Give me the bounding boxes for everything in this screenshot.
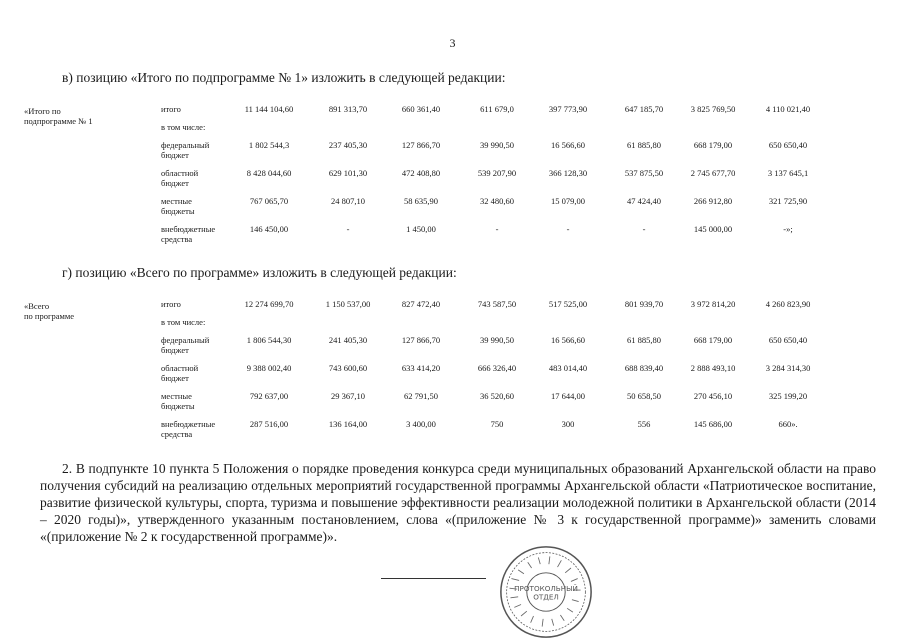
table-cell: -: [642, 224, 646, 234]
table-cell: 611 679,0: [480, 104, 514, 114]
table-cell: 16 566,60: [551, 335, 585, 345]
table-cell: -: [566, 224, 570, 234]
table-cell: 145 000,00: [693, 224, 733, 234]
heading-itogo-subprogram: в) позицию «Итого по подпрограмме № 1» изложить в следующей редакции:: [62, 70, 506, 85]
table-cell: 50 658,50: [627, 391, 661, 401]
table-cell: 556: [637, 419, 651, 429]
table-cell: 633 414,20: [401, 363, 441, 373]
table-cell: 9 388 002,40: [246, 363, 292, 373]
table-cell: 660».: [778, 419, 798, 429]
table-cell: 39 990,50: [480, 140, 514, 150]
table-cell: -: [495, 224, 499, 234]
table-cell: 4 260 823,90: [765, 299, 811, 309]
table-cell: 241 405,30: [328, 335, 368, 345]
table-cell: 127 866,70: [401, 335, 441, 345]
table-cell: 61 885,80: [627, 335, 661, 345]
table-cell: 767 065,70: [249, 196, 289, 206]
table-cell: 8 428 044,60: [246, 168, 292, 178]
table-cell: 1 450,00: [406, 224, 436, 234]
heading-vsego-program: г) позицию «Всего по программе» изложить в следующей редакции:: [62, 265, 457, 280]
row-label: итого: [161, 104, 181, 114]
table-cell: 743 587,50: [477, 299, 517, 309]
row-label: областной бюджет: [161, 363, 199, 383]
table-cell: 36 520,60: [480, 391, 514, 401]
table-cell: 3 825 769,50: [690, 104, 736, 114]
table-cell: 647 185,70: [624, 104, 664, 114]
table-cell: 629 101,30: [328, 168, 368, 178]
table-cell: -: [346, 224, 350, 234]
table-cell: 827 472,40: [401, 299, 441, 309]
table-cell: 688 839,40: [624, 363, 664, 373]
table-cell: 2 745 677,70: [690, 168, 736, 178]
table-position-label: «Всего по программе: [24, 301, 75, 321]
table-cell: 483 014,40: [548, 363, 588, 373]
table-row: [0, 335, 905, 357]
row-label: внебюджетные средства: [161, 224, 216, 244]
table-cell: 2 888 493,10: [690, 363, 736, 373]
row-label: федеральный бюджет: [161, 140, 210, 160]
table-cell: 145 686,00: [693, 419, 733, 429]
table-cell: 58 635,90: [404, 196, 438, 206]
table-cell: 668 179,00: [693, 140, 733, 150]
table-cell: 650 650,40: [768, 140, 808, 150]
table-cell: 24 807,10: [331, 196, 365, 206]
table-cell: 3 284 314,30: [765, 363, 811, 373]
table-position-label: «Итого по подпрограмме № 1: [24, 106, 93, 126]
seal-icon: [498, 544, 594, 640]
table-cell: 11 144 104,60: [244, 104, 294, 114]
table-cell: 136 164,00: [328, 419, 368, 429]
table-cell: 300: [561, 419, 575, 429]
table-cell: 650 650,40: [768, 335, 808, 345]
row-label: в том числе:: [161, 122, 206, 132]
table-cell: 743 600,60: [328, 363, 368, 373]
table-row: [0, 168, 905, 190]
table-cell: 1 802 544,3: [248, 140, 290, 150]
table-itogo-subprogram: [0, 100, 905, 250]
table-cell: -»;: [783, 224, 793, 234]
table-cell: 537 875,50: [624, 168, 664, 178]
table-cell: 3 137 645,1: [767, 168, 809, 178]
table-cell: 17 644,00: [551, 391, 585, 401]
row-label: внебюджетные средства: [161, 419, 216, 439]
svg-text:ПРОТОКОЛЬНЫЙ: ПРОТОКОЛЬНЫЙ: [514, 584, 578, 594]
row-label: областной бюджет: [161, 168, 199, 188]
table-cell: 270 456,10: [693, 391, 733, 401]
signature-line: [381, 578, 486, 579]
table-cell: 1 150 537,00: [325, 299, 371, 309]
table-cell: 237 405,30: [328, 140, 368, 150]
table-row: [0, 224, 905, 246]
table-cell: 472 408,80: [401, 168, 441, 178]
table-cell: 750: [490, 419, 504, 429]
table-cell: 146 450,00: [249, 224, 289, 234]
row-label: в том числе:: [161, 317, 206, 327]
row-label: местные бюджеты: [161, 196, 195, 216]
amendment-paragraph: 2. В подпункте 10 пункта 5 Положения о порядке проведения конкурса среди муниципальных образований Архангельской области на право получения субсидий на реализацию отдельных мероприятий государственной программы Архангельской области «Патриотическое воспитание, развитие физической культуры, спорта, туризма и повышение эффективности реализации молодежной политики в Архангельской области (2014 – 2020 годы)», утвержденного указанным постановлением, слова «(приложение № 3 к государственной программе)» заменить словами «(приложение № 2 к государственной программе)».: [40, 461, 876, 544]
table-cell: 39 990,50: [480, 335, 514, 345]
svg-text:ОТДЕЛ: ОТДЕЛ: [533, 592, 559, 602]
table-cell: 4 110 021,40: [765, 104, 811, 114]
row-label: местные бюджеты: [161, 391, 195, 411]
table-cell: 29 367,10: [331, 391, 365, 401]
table-row: [0, 140, 905, 162]
page-number: 3: [449, 36, 456, 50]
table-cell: 3 972 814,20: [690, 299, 736, 309]
table-cell: 1 806 544,30: [246, 335, 292, 345]
table-row: [0, 391, 905, 413]
table-row: [0, 363, 905, 385]
table-cell: 397 773,90: [548, 104, 588, 114]
table-cell: 660 361,40: [401, 104, 441, 114]
table-cell: 668 179,00: [693, 335, 733, 345]
table-cell: 15 079,00: [551, 196, 585, 206]
table-cell: 32 480,60: [480, 196, 514, 206]
table-cell: 266 912,80: [693, 196, 733, 206]
table-vsego-program: [0, 295, 905, 445]
table-cell: 792 637,00: [249, 391, 289, 401]
table-cell: 891 313,70: [328, 104, 368, 114]
table-cell: 539 207,90: [477, 168, 517, 178]
table-cell: 366 128,30: [548, 168, 588, 178]
table-cell: 801 939,70: [624, 299, 664, 309]
table-row: [0, 196, 905, 218]
table-cell: 62 791,50: [404, 391, 438, 401]
table-row: [0, 419, 905, 441]
table-cell: 325 199,20: [768, 391, 808, 401]
table-cell: 666 326,40: [477, 363, 517, 373]
table-cell: 517 525,00: [548, 299, 588, 309]
table-cell: 47 424,40: [627, 196, 661, 206]
table-cell: 3 400,00: [406, 419, 436, 429]
row-label: федеральный бюджет: [161, 335, 210, 355]
table-cell: 127 866,70: [401, 140, 441, 150]
row-label: итого: [161, 299, 181, 309]
table-cell: 61 885,80: [627, 140, 661, 150]
table-cell: 12 274 699,70: [244, 299, 294, 309]
table-cell: 16 566,60: [551, 140, 585, 150]
table-cell: 287 516,00: [249, 419, 289, 429]
table-cell: 321 725,90: [768, 196, 808, 206]
